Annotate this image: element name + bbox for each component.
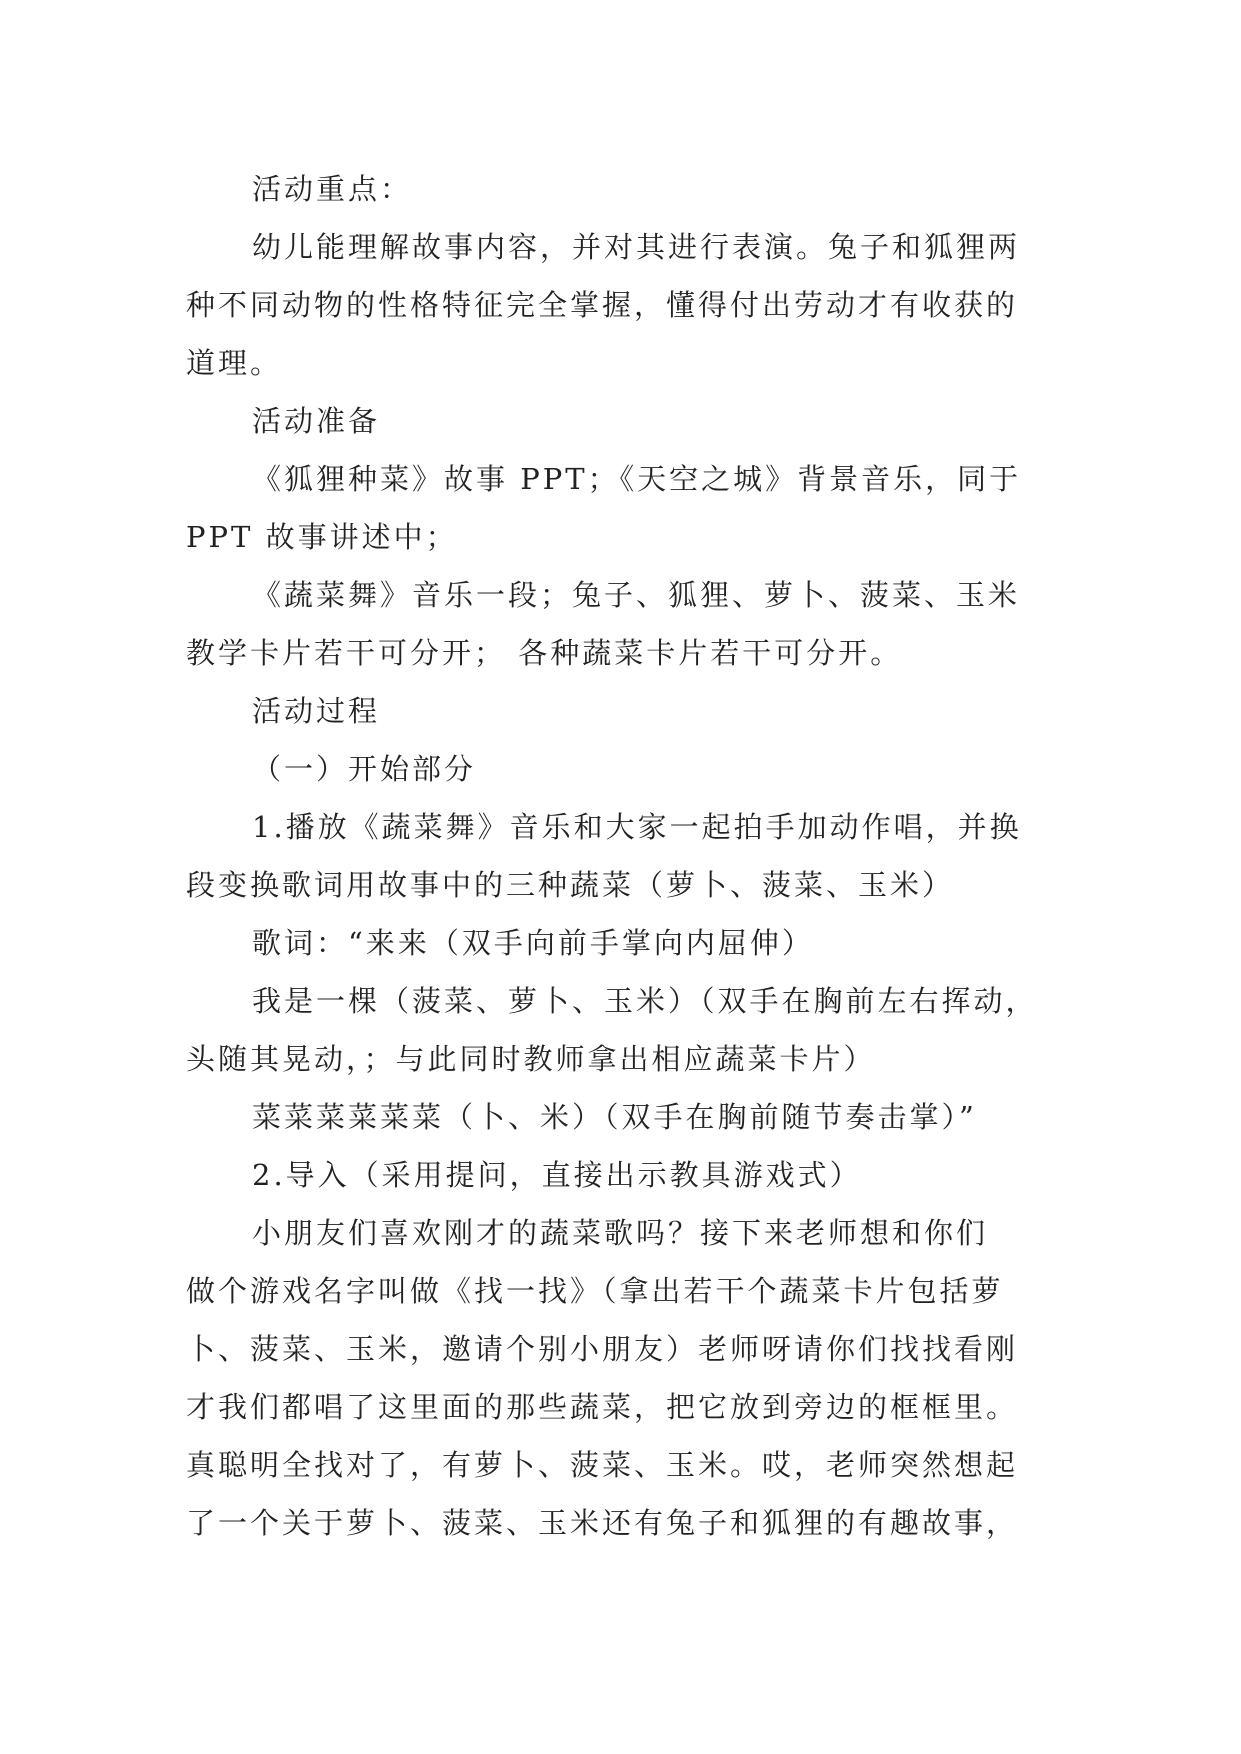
text-line: 我是一棵（菠菜、萝卜、玉米）（双手在胸前左右挥动， [252,984,1038,1018]
text-line: 活动过程 [252,694,381,728]
text-line: 卜、菠菜、玉米，邀请个别小朋友）老师呀请你们找找看刚 [186,1332,1019,1366]
paragraph [186,218,1052,392]
paragraph [186,798,1052,914]
text-line: 2.导入（采用提问，直接出示教具游戏式） [252,1158,862,1192]
text-line: 才我们都唱了这里面的那些蔬菜，把它放到旁边的框框里。 [186,1390,1019,1424]
paragraph [186,450,1052,566]
text-line: 1.播放《蔬菜舞》音乐和大家一起拍手加动作唱，并换 [252,810,1022,844]
text-line: 真聪明全找对了，有萝卜、菠菜、玉米。哎，老师突然想起 [186,1448,1019,1482]
text-line: 小朋友们喜欢刚才的蔬菜歌吗？接下来老师想和你们 [252,1216,989,1250]
text-line: 幼儿能理解故事内容，并对其进行表演。兔子和狐狸两 [252,230,1021,264]
text-line: 《蔬菜舞》音乐一段；兔子、狐狸、萝卜、菠菜、玉米 [252,578,1021,612]
paragraph [186,566,1052,682]
paragraph [186,1204,1052,1552]
paragraph [186,682,1052,740]
paragraph [186,392,1052,450]
text-line: PPT 故事讲述中； [186,520,458,554]
text-line: 道理。 [186,346,283,380]
text-line: 活动重点： [252,172,413,206]
paragraph [186,972,1052,1088]
text-line: 菜菜菜菜菜菜（卜、米）（双手在胸前随节奏击掌）” [252,1100,977,1134]
paragraph [186,914,1052,972]
text-line: 活动准备 [252,404,381,438]
text-line: 教学卡片若干可分开； 各种蔬菜卡片若干可分开。 [186,636,903,670]
text-line: 《狐狸种菜》故事 PPT；《天空之城》背景音乐，同于 [252,462,1022,496]
text-line: 段变换歌词用故事中的三种蔬菜（萝卜、菠菜、玉米） [186,868,955,902]
text-line: 种不同动物的性格特征完全掌握，懂得付出劳动才有收获的 [186,288,1019,322]
text-line: 了一个关于萝卜、菠菜、玉米还有兔子和狐狸的有趣故事， [186,1506,1019,1540]
paragraph [186,1088,1052,1146]
text-line: （一）开始部分 [252,752,477,786]
paragraph [186,160,1052,218]
text-line: 歌词：“来来（双手向前手掌向内屈伸） [252,926,814,960]
paragraph [186,1146,1052,1204]
document-body [186,160,1052,1552]
text-line: 头随其晃动，；与此同时教师拿出相应蔬菜卡片） [186,1042,876,1076]
paragraph [186,740,1052,798]
text-line: 做个游戏名字叫做《找一找》（拿出若干个蔬菜卡片包括萝 [186,1274,1004,1308]
